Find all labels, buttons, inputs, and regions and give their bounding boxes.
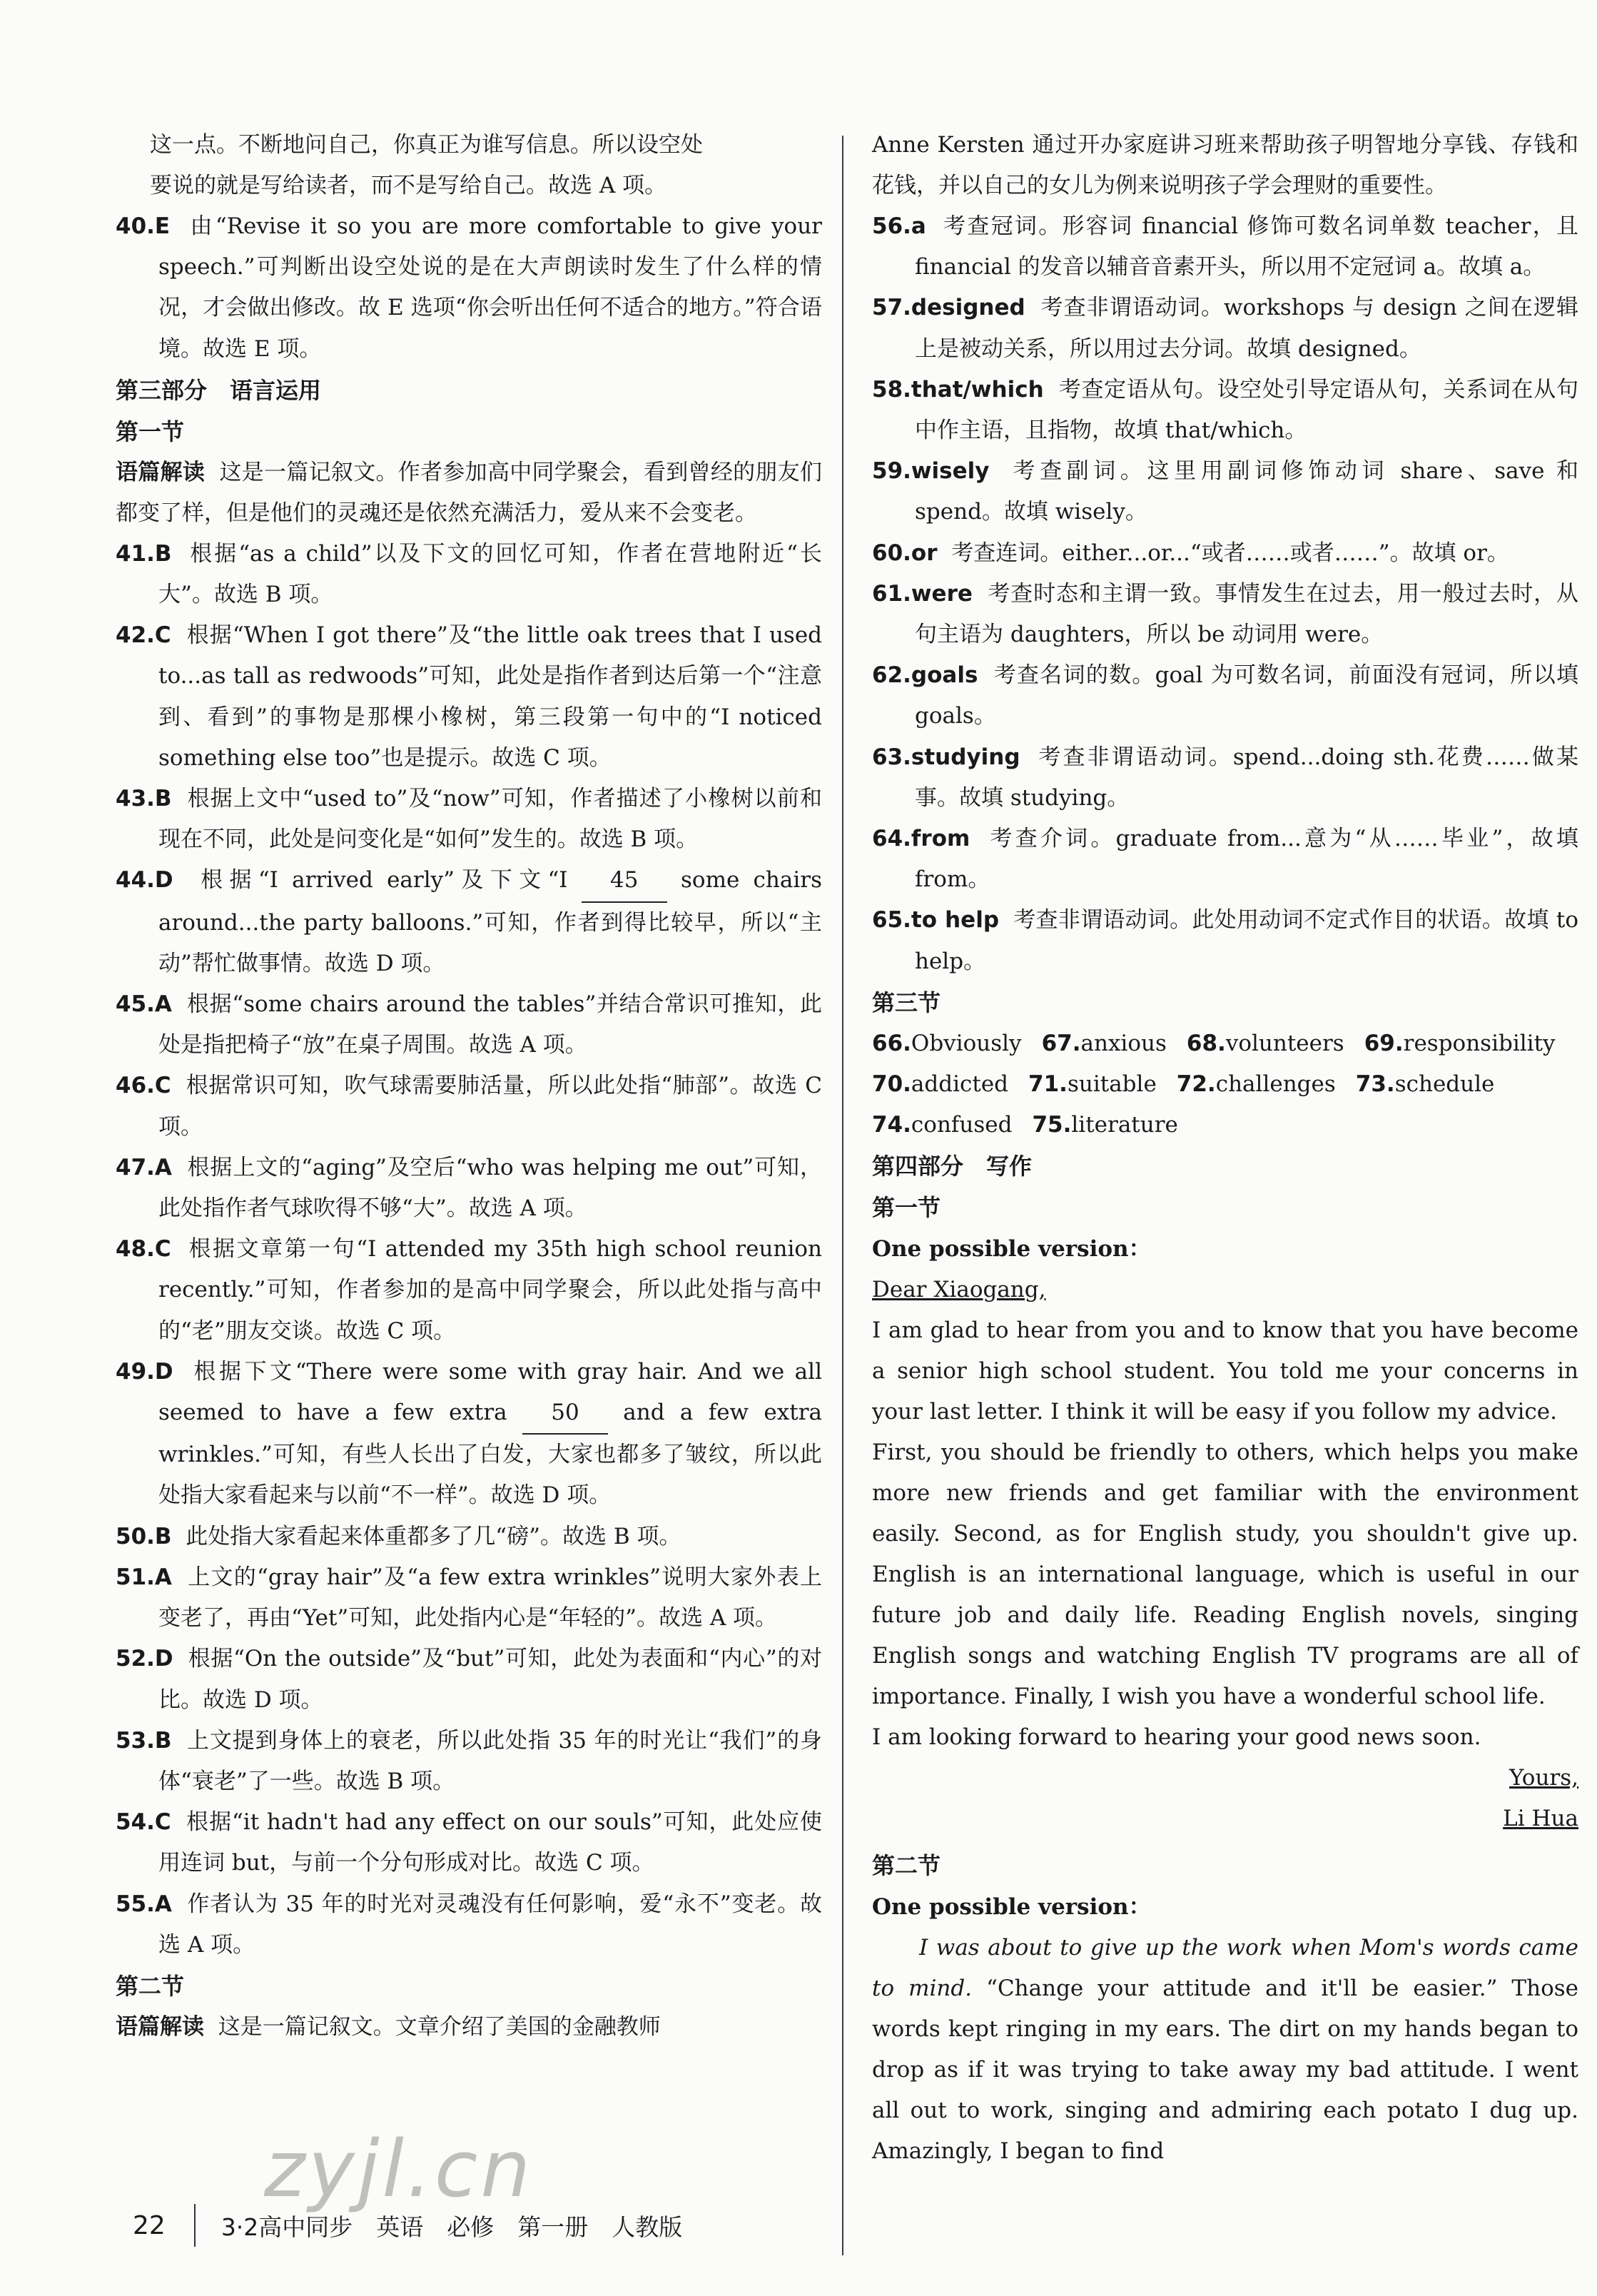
answer-explanation: 根据“as a child”以及下文的回忆可知，作者在营地附近“长大”。故选 B 项。 (158, 540, 822, 608)
answer-item (872, 900, 1578, 981)
vocab-number: 66. (872, 1030, 911, 1056)
answer-item (872, 574, 1578, 655)
answer-explanation: 考查介词。graduate from...意为“从……毕业”，故填 from。 (915, 826, 1579, 893)
vocab-word: challenges (1215, 1071, 1336, 1097)
letter-paragraph: I am glad to hear from you and to know that you have become a senior high school student. You told me your concerns in your last letter. I think it will be easy if you follow my advice. (872, 1317, 1578, 1425)
vocab-word: addicted (911, 1071, 1009, 1097)
answer-item (872, 451, 1578, 532)
letter-closing: Yours, (1509, 1764, 1578, 1791)
page-footer (133, 2204, 682, 2247)
page-number: 22 (133, 2210, 166, 2240)
letter-salutation: Dear Xiaogang, (872, 1276, 1046, 1303)
answer-item (872, 819, 1578, 900)
answer-number: 62.goals (872, 662, 978, 689)
vocab-answer (1187, 1023, 1354, 1064)
answer-item (116, 1352, 822, 1517)
letter-body (872, 1310, 1578, 1758)
answer-item (116, 860, 822, 984)
answer-explanation: 考查定语从句。设空处引导定语从句，关系词在从句中作主语，且指物，故填 that/which。 (915, 376, 1578, 444)
story-paragraph (872, 1928, 1578, 2172)
letter-paragraph: I am looking forward to hearing your good news soon. (872, 1724, 1481, 1750)
section3-heading: 第三节 (872, 988, 941, 1016)
answer-number: 60.or (872, 540, 938, 566)
answer-number: 42.C (116, 622, 171, 649)
answer-explanation: 根据“it hadn't had any effect on our souls”可知，此处应使用连词 but，与前一个分句形成对比。故选 C 项。 (158, 1809, 822, 1876)
answer-item (116, 1066, 822, 1147)
reading-analysis-label: 语篇解读 (116, 459, 206, 485)
writing-section1-heading: 第一节 (872, 1193, 941, 1221)
left-column (116, 125, 822, 2048)
answer-number: 41.B (116, 540, 172, 567)
vocab-number: 68. (1186, 1030, 1226, 1056)
story-given-sentence: I was about to give up the work when Mom's words came to mind. (872, 1934, 1578, 2001)
answer-number: 40.E (116, 213, 171, 239)
answer-item (116, 1517, 822, 1557)
answer-explanation: 考查冠词。形容词 financial 修饰可数名词单数 teacher，且 financial 的发音以辅音音素开头，所以用不定冠词 a。故填 a。 (915, 213, 1578, 280)
answer-item (116, 1229, 822, 1352)
answer-explanation-cont: some chairs around...the party balloons.”可知，作者到得比较早，所以“主动”帮忙做事情。故选 D 项。 (158, 867, 822, 976)
answer-number: 47.A (116, 1154, 172, 1180)
answer-number: 57.designed (872, 295, 1025, 321)
answer-item (872, 206, 1578, 288)
part4-heading: 第四部分 写作 (872, 1152, 1033, 1180)
answer-number: 53.B (116, 1727, 172, 1754)
answer-explanation: 根据“some chairs around the tables”并结合常识可推知，此处是指把椅子“放”在桌子周围。故选 A 项。 (158, 991, 822, 1058)
answer-number: 50.B (116, 1523, 172, 1549)
intro-line-2: 要说的就是写给读者，而不是写给自己。故选 A 项。 (150, 173, 667, 198)
part3-heading: 第三部分 语言运用 (116, 376, 322, 404)
answer-explanation: 根据常识可知，吹气球需要肺活量，所以此处指“肺部”。故选 C 项。 (158, 1073, 822, 1140)
answer-item (116, 534, 822, 615)
answer-number: 46.C (116, 1073, 171, 1099)
reading-analysis-text: 这是一篇记叙文。作者参加高中同学聚会，看到曾经的朋友们都变了样，但是他们的灵魂还是依然充满活力，爱从来不会变老。 (116, 459, 823, 526)
column-divider (842, 136, 843, 2255)
vocab-answer (872, 1023, 1032, 1064)
answer-item (872, 370, 1578, 451)
vocab-word: volunteers (1225, 1030, 1344, 1056)
answer-number: 63.studying (872, 744, 1020, 770)
answer-item (872, 655, 1578, 737)
answer-item (872, 288, 1578, 369)
answer-number: 45.A (116, 991, 172, 1018)
letter-paragraph: First, you should be friendly to others, which helps you make more new friends and get familiar with the environment easily. Second, as for English study, you shouldn't give up. English is an international language, which is useful in our future job and daily life. Reading English novels, singing English songs and watching English TV programs are all of importance. Finally, I wish you have a wonderful school life. (872, 1439, 1578, 1709)
answer-explanation: 考查时态和主谓一致。事情发生在过去，用一般过去时，从句主语为 daughters，所以 be 动词用 were。 (915, 580, 1579, 648)
book-title: 3·2高中同步 英语 必修 第一册 人教版 (220, 2212, 683, 2241)
vocab-number: 71. (1028, 1071, 1068, 1097)
answer-explanation-cont: and a few extra wrinkles.”可知，有些人长出了白发，大家也都多了皱纹，所以此处指大家看起来与以前“不一样”。故选 D 项。 (158, 1400, 822, 1509)
answer-item (116, 779, 822, 860)
answer-explanation: 根据“When I got there”及“the little oak trees that I used to...as tall as redwoods”可知，此处是指作者到达后第一个“注意到、看到”的事物是那棵小橡树，第三段第一句中的“I noticed something else too”也是提示。故选 C 项。 (158, 622, 823, 771)
answer-item (116, 984, 822, 1066)
vocab-number: 69. (1364, 1030, 1404, 1056)
vocab-word: literature (1071, 1111, 1178, 1138)
answer-item (116, 1639, 822, 1720)
answer-list-left (116, 534, 822, 1966)
vocab-word: responsibility (1403, 1030, 1556, 1056)
reading-analysis-2 (116, 2007, 822, 2048)
vocab-word: suitable (1067, 1071, 1157, 1097)
footer-divider (194, 2204, 196, 2247)
vocab-word: confused (911, 1111, 1013, 1138)
vocab-answer (1028, 1064, 1167, 1105)
blank-number: 45 (582, 860, 667, 902)
answer-number: 61.were (872, 580, 973, 607)
vocab-row (872, 1023, 1578, 1064)
answer-explanation: 考查副词。这里用副词修饰动词 share、save 和 spend。故填 wisely。 (915, 458, 1578, 525)
vocab-answer (872, 1064, 1018, 1105)
answer-explanation: 根据上文中“used to”及“now”可知，作者描述了小橡树以前和现在不同，此处是问变化是“如何”发生的。故选 B 项。 (158, 786, 822, 853)
vocab-number: 67. (1041, 1030, 1081, 1056)
vocab-number: 72. (1176, 1071, 1216, 1097)
answer-item (116, 1148, 822, 1229)
vocab-word: schedule (1394, 1071, 1495, 1097)
answer-explanation: 此处指大家看起来体重都多了几“磅”。故选 B 项。 (186, 1523, 681, 1549)
answer-explanation: 根据“On the outside”及“but”可知，此处为表面和“内心”的对比。故选 D 项。 (158, 1646, 822, 1713)
right-column (872, 125, 1578, 2172)
answer-explanation: 上文的“gray hair”及“a few extra wrinkles”说明大家外表上变老了，再由“Yet”可知，此处指内心是“年轻的”。故选 A 项。 (158, 1564, 822, 1632)
vocab-row (872, 1064, 1578, 1105)
answer-list-right (872, 206, 1578, 982)
answer-item (116, 615, 822, 779)
answer-item (116, 1802, 822, 1883)
answer-explanation: 由“Revise it so you are more comfortable to give your speech.”可判断出设空处说的是在大声朗读时发生了什么样的情况，才会做出修改。故 E 选项“你会听出任何不适合的地方。”符合语境。故选 E 项。 (158, 213, 822, 362)
vocab-word: anxious (1080, 1030, 1167, 1056)
vocab-answer (1356, 1064, 1505, 1105)
vocab-answer (1042, 1023, 1177, 1064)
watermark: zyjl.cn (264, 2123, 534, 2215)
answer-item (872, 737, 1578, 819)
reading-analysis-2-label: 语篇解读 (116, 2013, 204, 2040)
section2-heading: 第二节 (116, 1972, 185, 2000)
answer-number: 51.A (116, 1564, 172, 1590)
story-continuation: “Change your attitude and it'll be easier.” Those words kept ringing in my ears. The dirt on my hands began to drop as if it was trying to take away my bad attitude. I went all out to work, singing and admiring each potato I dug up. Amazingly, I began to find (872, 1975, 1578, 2164)
answer-number: 48.C (116, 1236, 171, 1263)
vocab-row (872, 1105, 1578, 1146)
right-intro: Anne Kersten 通过开办家庭讲习班来帮助孩子明智地分享钱、存钱和花钱，并以自己的女儿为例来说明孩子学会理财的重要性。 (872, 132, 1578, 198)
answer-number: 56.a (872, 213, 926, 239)
intro-line-1: 这一点。不断地问自己，你真正为谁写信息。所以设空处 (150, 132, 703, 158)
answer-explanation: 考查连词。either...or...“或者……或者……”。故填 or。 (951, 540, 1509, 566)
answer-explanation: 根据下文“There were some with gray hair. And we all seemed to have a few extra (158, 1358, 822, 1426)
answer-number: 52.D (116, 1646, 173, 1672)
version2-title: One possible version： (872, 1893, 1151, 1920)
answer-explanation: 根据“I arrived early”及下文“I (201, 867, 582, 894)
blank-number: 50 (522, 1392, 608, 1435)
answer-explanation: 考查非谓语动词。此处用动词不定式作目的状语。故填 to help。 (915, 907, 1578, 974)
letter-signature: Li Hua (1503, 1805, 1578, 1831)
answer-number: 54.C (116, 1809, 171, 1836)
answer-number: 44.D (116, 867, 173, 894)
answer-number: 65.to help (872, 907, 1000, 934)
answer-explanation: 考查非谓语动词。spend...doing sth.花费……做某事。故填 studying。 (915, 744, 1578, 811)
vocab-number: 73. (1355, 1071, 1395, 1097)
answer-explanation: 上文提到身体上的衰老，所以此处指 35 年的时光让“我们”的身体“衰老”了一些。故选 B 项。 (158, 1727, 822, 1794)
answer-item-40 (116, 206, 822, 370)
answer-explanation: 作者认为 35 年的时光对灵魂没有任何影响，爱“永不”变老。故选 A 项。 (158, 1891, 822, 1958)
vocab-answer (872, 1105, 1022, 1146)
answer-explanation: 考查非谓语动词。workshops 与 design 之间在逻辑上是被动关系，所以用过去分词。故填 designed。 (915, 295, 1578, 362)
reading-analysis (116, 452, 822, 534)
answer-number: 64.from (872, 826, 970, 852)
vocab-word: Obviously (911, 1030, 1022, 1056)
answer-explanation: 根据上文的“aging”及空后“who was helping me out”可知，此处指作者气球吹得不够“大”。故选 A 项。 (158, 1154, 822, 1222)
answer-number: 43.B (116, 786, 172, 812)
reading-analysis-2-text: 这是一篇记叙文。文章介绍了美国的金融教师 (218, 2013, 661, 2040)
vocab-answer (1032, 1105, 1187, 1146)
answer-number: 55.A (116, 1891, 172, 1917)
vocab-answers (872, 1023, 1578, 1146)
vocab-number: 70. (872, 1071, 911, 1097)
answer-item (872, 533, 1578, 574)
answer-explanation: 根据文章第一句“I attended my 35th high school reunion recently.”可知，作者参加的是高中同学聚会，所以此处指与高中的“老”朋友交谈。故选 C 项。 (158, 1236, 822, 1344)
vocab-number: 74. (872, 1111, 911, 1138)
vocab-number: 75. (1032, 1111, 1072, 1138)
answer-explanation: 考查名词的数。goal 为可数名词，前面没有冠词，所以填 goals。 (915, 662, 1578, 729)
answer-number: 58.that/which (872, 376, 1044, 403)
answer-item (116, 1557, 822, 1639)
answer-number: 59.wisely (872, 458, 990, 485)
vocab-answer (1177, 1064, 1346, 1105)
writing-section2-heading: 第二节 (872, 1851, 941, 1879)
vocab-answer (1364, 1023, 1566, 1064)
answer-item (116, 1884, 822, 1966)
version1-title: One possible version： (872, 1235, 1151, 1262)
answer-item (116, 1721, 822, 1802)
answer-number: 49.D (116, 1358, 173, 1385)
section1-heading: 第一节 (116, 418, 185, 445)
